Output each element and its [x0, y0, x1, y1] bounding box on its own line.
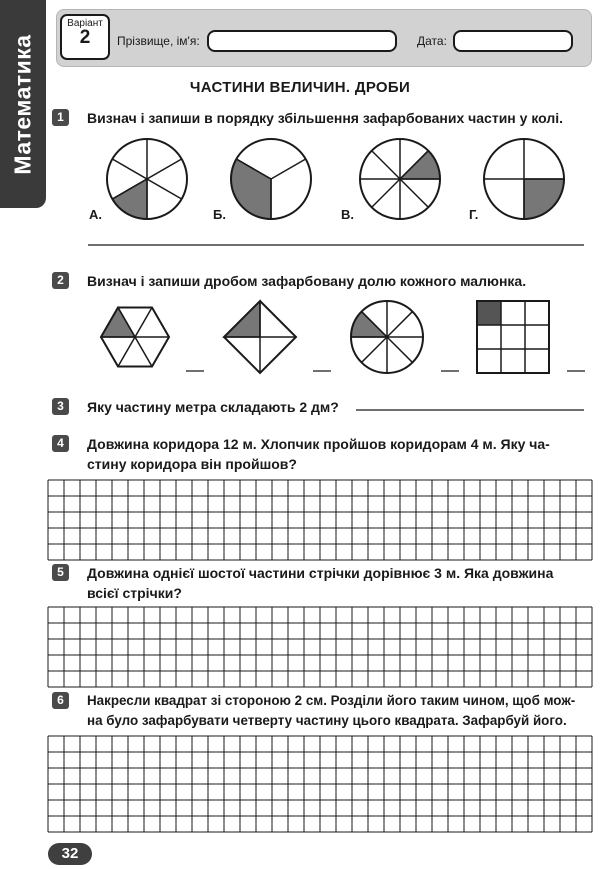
task-2-text: Визнач і запиши дробом зафарбовану долю кожного малюнка.: [87, 273, 527, 289]
task-2-number: 2: [52, 272, 69, 289]
task-1-circle-d: [484, 139, 564, 219]
task-5-text-line1: Довжина однієї шостої частини стрічки дорівнює 3 м. Яка довжина: [87, 565, 554, 581]
task-4-text-line2: стину коридора він пройшов?: [87, 456, 297, 472]
variant-label: Варіант: [67, 18, 103, 29]
task-2-square: [224, 301, 296, 373]
date-label: Дата:: [417, 34, 447, 48]
task-2-hexagon: [101, 307, 169, 366]
task-4-number: 4: [52, 435, 69, 452]
task-6-text-line1: Накресли квадрат зі стороною 2 см. Розділи його таким чином, щоб мож-: [87, 693, 576, 708]
task-4-answer-grid[interactable]: [48, 480, 592, 560]
task-6-answer-grid[interactable]: [48, 736, 592, 832]
subject-label: Математика: [9, 33, 36, 175]
name-label: Прізвище, ім'я:: [117, 34, 200, 48]
task-1-text: Визнач і запиши в порядку збільшення зафарбованих частин у колі.: [87, 110, 564, 126]
variant-number: 2: [79, 27, 91, 48]
task-6-number: 6: [52, 692, 69, 709]
task-1-label-d: Г.: [469, 207, 479, 222]
task-5-answer-grid[interactable]: [48, 607, 592, 687]
task-2-circle: [351, 301, 423, 373]
task-1-circle-a: [107, 139, 187, 219]
page-title: ЧАСТИНИ ВЕЛИЧИН. ДРОБИ: [189, 79, 411, 96]
task-1-label-c: В.: [341, 207, 354, 222]
task-3-number: 3: [52, 398, 69, 415]
task-1-circle-c: [360, 139, 440, 219]
task-6-text-line2: на було зафарбувати четверту частину цього квадрата. Зафарбуй його.: [87, 713, 567, 728]
task-1-circle-b: [231, 139, 311, 219]
task-1-number: 1: [52, 109, 69, 126]
task-4-text-line1: Довжина коридора 12 м. Хлопчик пройшов коридорам 4 м. Яку ча-: [87, 436, 550, 452]
task-5-text-line2: всієї стрічки?: [87, 585, 182, 601]
task-1-label-a: А.: [89, 207, 102, 222]
task-2-grid: [477, 301, 549, 373]
page-number: 32: [48, 843, 92, 865]
task-5-number: 5: [52, 564, 69, 581]
task-1-label-b: Б.: [213, 207, 226, 222]
task-3-text: Яку частину метра складають 2 дм?: [87, 399, 339, 415]
